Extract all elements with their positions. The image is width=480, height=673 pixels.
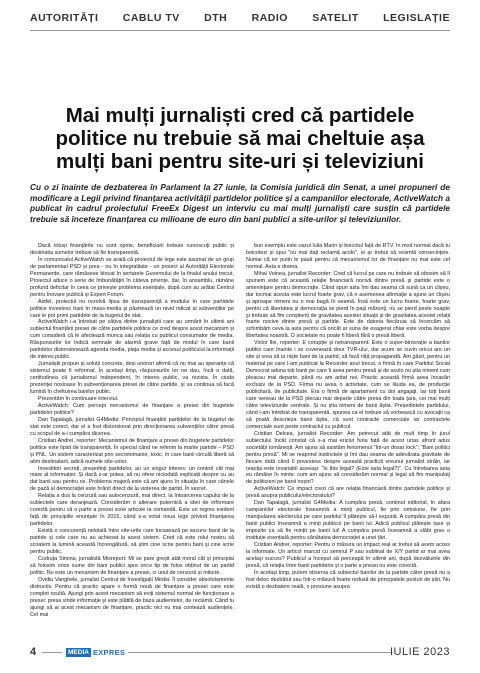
header-divider: [30, 30, 450, 31]
section-nav: [30, 12, 450, 24]
section-nav-item: CABLU TV: [122, 12, 180, 24]
footer-divider: [42, 652, 62, 653]
article-paragraph: Victor Ilie, reporter: E corupție și netransparent. Este o super-birocrație a banilor publici care înainte i se cuvenează dour TVR-ului, dar acum se cuvin oricui are un site și vrea să ia niște bani de la partid, să facă niță propagandă. Am găsit, pentru un material pe care l-am publicat la Recorder anul trecut, o firmă în care Partidul Social Democrat aduna toți banii pe care îi avea pentru presă și de acolo nu știa nimeni cum pleacau mai departe, până nu am aritat noi. Practic această firmă avea încasări exclusiv de la PSD. Firma nu avea o activitate, cum se lăuda ea, de producție publicitară, de publicitate. Era o firmă de apartament cu doi angajați. Iar toți banii care veneau de la PSD plecau mai departe către presa din toata țara, cei mai mulți către televiziunile centrale. Și nu știa nimeni de banii ăștia. Președintele partidului, când i-am întrebat de transparentă, spunea ca el trebuie să vorbească cu avocații ca să poată descrieza banii ăștia, că sunt contracte comerciale iar contractele comerciale sunt peste contractul cu publicul.: [246, 340, 450, 430]
article-column-left: [30, 243, 234, 638]
article-paragraph: ActiveWatch i-a întrebat pe câțiva dintre jurnaliștii care au urmărit în ultimii ani subiectul finanțării presei de către partidele politice ce cred despre acest mecanism și cum consideră că le afectează munca sau relația cu publicul consumator de media. Răspunsurile lor indică semnale de alarmă grave față de modul în care banii partidelor distorsionează agenda media, piața media și accesul publicului la informații de interes public.: [30, 319, 234, 361]
article-paragraph: Dan Tapalagă, jurnalist G4Media: Principiul finanțării partidelor de la bugetul de stat este corect, dar el a fost distorsionat prin direcționarea subvențiilor către presă cu scopul de a-i cumpăra tăcerea.: [30, 416, 234, 437]
article-paragraph: Dacă totuși finanțările nu sunt oprite, beneficiarii trebuie cunoscuți public și destinatia sumelor trebuie să fie transparentă.: [30, 243, 234, 256]
section-nav-item: LEGISLAȚIE: [383, 12, 450, 24]
article-paragraph: Mihai Voinea, jurnalist Recorder: Cred că lucrul pe care nu trebuie să obosim să îl spunem este că această relație financiară nocivă dintre presă și partide este o amenințare pentru democrație. Când spun asta îmi dau seama că sună ca un clișeu, dar tocmai acesta este lucrul foarte grav, că o asemenea afirmație a ajuns un clișeu și aproape nimeni nu o mai bagă în seamă. Însă este un lucru foarte, foarte grav, pentru că libertatea și democrația se pierd în pași mărunți, nu se pierd peste noapte și trebuie să fim conștienți de gravitatea acestei situații și de gravitatea acestei relații foarte nocive dintre presă și partide. Este de datoria fiecăruia să încercăm să schimbăm ceva la asta pentru că oricât ar suna de exagerat chiar este vorba despre libertatea noastră. O societate nu poate fi liberă fără o presă liberă.: [246, 270, 450, 340]
footer-divider: [128, 652, 392, 653]
media-express-logo: [66, 646, 124, 658]
logo-express: EXPRES: [92, 647, 126, 657]
article-paragraph: Jurnaliștii propun și soluții concrete, deși unorori afirmă că nu mai au speranțe că sistemul poate fi reformat. În același timp, răspunsurile lor ne dau, încă o dată, certitudinea că jurnalismul independent, în interes public, va rezista. În ciuda prezenței noxioase în subvenționarea presei de către partide, și va continua să facă lumină în cheltuirea banilor public.: [30, 361, 234, 396]
article-paragraph: Cristian Delcea, jurnalist Recorder: Am petrecut atât de mult timp în jurul subiectului încât constat că s-a mai ericlut furia față de acest urias afront adus societății românești. Am ajuns să asistăm fenomenul "Int-un dosar lock": "Bani politici pentru presă". Mi se reaprind instinctele și îmi dau seama de adevărata gravitate de fiecare dată când îi povestesc despre această practică vreunui jurnalist străin, iar reacția este invariabil aceeași: "Is this legal? (Este asta legal?)". Cu întrebarea asta eu rămâne în minte: cum am ajuns să considerăm normal și legal să fim manipulați de politicieni pe banii noștri?: [246, 430, 450, 486]
issue-date: IULIE 2023: [389, 646, 450, 658]
article-paragraph: ActiveWatch: Cum percepi mecanismul de finanțare a presei din bugetele partidelor politice?: [30, 402, 234, 416]
article-paragraph: Codruța Simina, jurnalistă Misreport: Mi se pare greșit atât moral cât și principial să folosim orice sume din bani publici spre once tip de folos obținut de un partid politic. Nu este un mecanism de finanțare a presei, ci unul de cenzură și mituire.: [30, 555, 234, 576]
article-column-right: [246, 243, 450, 638]
section-nav-item: AUTORITĂȚI: [30, 12, 99, 24]
article-paragraph: Dan Tapalagă, jurnalist G4Media: A cumpăra presă, continut editorial, în afara campaniilor electorale înseamnă a minți publicul, fie prin omisiune, fie prin manipularea alecterului pe care partidul îl plătește să-l expună. A cumpăra presă din banii publici înseamnă a minți publicul pe banii lui. Adică publicul plătește taxe și impozite ca să fie mințit pe banii lui! A cumpăra presă înseamnă a slăbi grav o instituție esențială pentru sănătatea democrației a unei țări.: [246, 500, 450, 542]
page-number: 4: [30, 646, 37, 658]
page-footer: [30, 646, 450, 660]
article-paragraph: Astfel, proiectul nu rezolvă lipsa de transparență a modului în care partidele politice investesc bani în mass-media și păstrează un nivel ridicat al subvențiilor pe care le pot primi partidele de la bugetul de stat.: [30, 298, 234, 319]
article-paragraph: În comunicatul ActiveWatch se arată că proiectul de lege este asumat de un grup de parlamentari PSD și prea - nu în integralitate - un proiect al Autorității Electorale Permanente, care rămăsese blocat în sertarele Guvernului de la finalul anului trecut. Proiectul aduce o serie de îmbunătățiri în câteva privințe, dar, în ansamblu, rămâne profund deficitar în ceea ce privește problema esențiale, după cum au arătat Centrul pentru Inovare publică și Expert Forum.: [30, 256, 234, 298]
article-paragraph: Investitori secreți, președinți partidelor, au un singur interes: un control cât mai mare al informației. Și dacă s-ar putea, să nu ofere niciodată explicații despre cu au dat banii sau pentru ce. Problema majoră este că am ajuns în situația în care cânele de pază al democrației este hrănit direct de la vioterea de partid. În secret.: [30, 465, 234, 493]
section-nav-item: RADIO: [251, 12, 288, 24]
article-paragraph: Cristian Andrei, reporter: Pentru o măsura un impact real ar trebui să avem acces la informate. Un articol marcat cu semnul P sau sublinat de X/Y partid ar mai avea același succes? Publicul a început să perceapă în ultimii ani, după dezvăluirile din presă, că relația între banii partidelor și o parte a presei nu este corectă.: [246, 541, 450, 569]
article-paragraph: Prezentăm în continuare interviul.: [38, 395, 119, 402]
article-body: [30, 243, 450, 638]
article-paragraph: În același timp, putem observa că subiectul banilor de la partide către presă nu a fost deloc dezbătut sau într-o măsură foarte redusă de principalele posturi de știri. Nu există o dezbatere reală, o presiune asupra: [246, 569, 450, 590]
article-paragraph: Cristian Andrei, reporter: Mecanismul de finanțare a presei din bugetele partidelor politice este lipsit de transparență. În special când ne referim la marile partide – PSD și PNL. Un sistem caracterizat prin secretomanie, toxic, în care banii circulă liberă să atim destinatarii, adică numele site-urilor.: [30, 437, 234, 465]
article-paragraph: bun exemplu este cazul lulia Marin și boicotul față de RTV. În mod normal dacă tu boicotezi și spui "nu mai dați reclamă acolo", ei ar trebui să resimtă consecințele. Numai că ior putin le pasă pentru că mecanismul lor de finanțare nu mai este cel normal. Asta e drama.: [246, 243, 450, 270]
article-paragraph: Relația a dus la cenzură sau autocenzură, mai direct, la întoarcerea capului de la subiectele care deranjează. Considerăm o alterare puternică a ideii de informare corectă pentru că o parte a presei scrie articole la comandă. Este un regres evident față de principiile enunțate în 2015, când s-a votat noua lege privind finanțarea partidelor.: [30, 493, 234, 528]
article-paragraph: Există o concurență neloială între site-urile care încasează pe ascuns banii de la partide și cele care nu au achiesat la acest sistem. Cred că este rolul nostru să scoatem la lumină această încrengătură, să știm cine scrie pentru bani și cine scrie pentru public.: [30, 528, 234, 555]
article-headline: Mai mulți jurnaliști cred că partidele politice nu trebuie să mai cheltuie așa mulți bani pentru site-uri și televiziuni: [55, 104, 425, 173]
article-paragraph: Ovidiu Vanghele, jurnalist Centrul de Investigații Media: Îl consider absolutamente distructiv. Pentru că practic apare o formă nouă de finanțare a presei care este complet ocultă. Ajungi prin acest mecanism să eviți sistemul normal de funcționare a presei: presa vinde informație și este plătită de baza audientelor, de reclamă. Când tu ajungi să ai acest mecanism de finanțare, practic nici nu mai contează audiențele. Cel mai: [30, 576, 234, 618]
section-nav-item: SATELIT: [312, 12, 359, 24]
logo-media: MEDIA: [68, 648, 89, 656]
article-lead: Cu o zi înainte de dezbaterea în Parlament la 27 iunie, la Comisia juridică din Senat, a unei propuneri de modificare a Legii privind finanțarea activității partidelor politice și a campaniilor electorale, ActiveWatch a publicat în cadrul proiectului FreeEx Digest un interviu cu mai mulți jurnaliști care susțin că partidele trebuie să înceteze finanțarea cu milioane de euro din bani publici a site-urilor și televiziunilor.: [30, 182, 450, 224]
article-paragraph: ActiveWatch: Ce impact crezi că are relația financiară dintre partidele politice și presă asupra publicului/electoratului?: [246, 486, 450, 500]
section-nav-item: DTH: [204, 12, 228, 24]
